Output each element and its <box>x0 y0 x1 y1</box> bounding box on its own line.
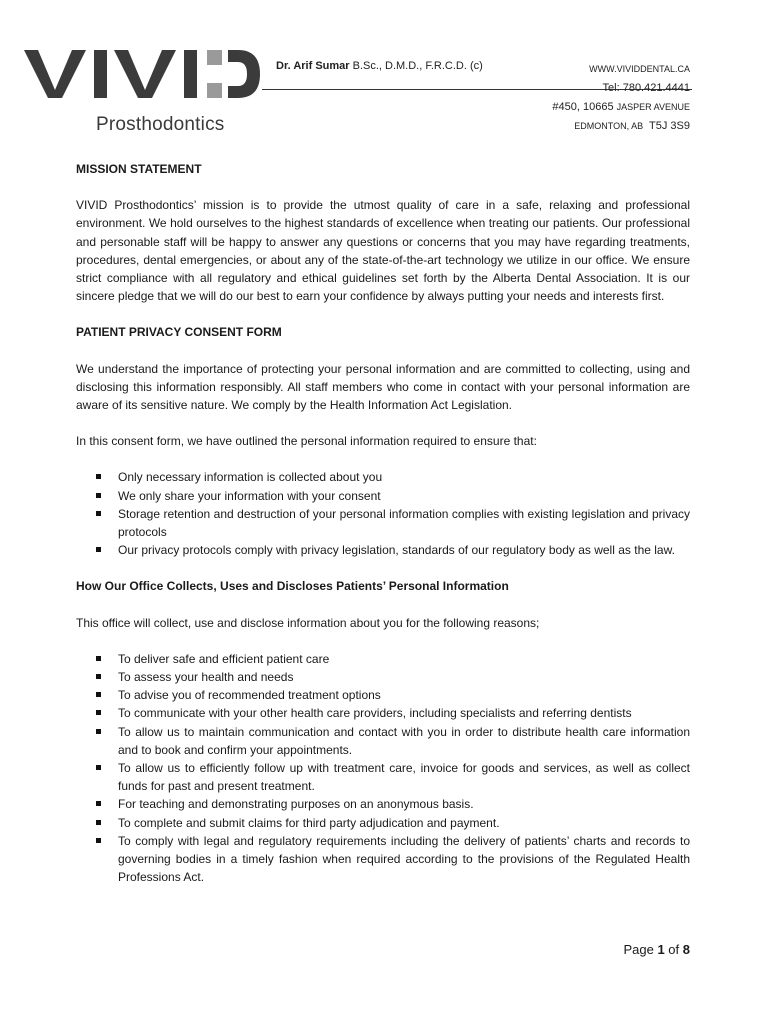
doctor-name: Dr. Arif Sumar <box>276 60 350 72</box>
privacy-list <box>76 468 690 559</box>
list-item: To comply with legal and regulatory requirements including the delivery of patients’ charts and records to governing bodies in a timely fashion when required according to the provisions of the Regulated Health Professions Act. <box>76 832 690 887</box>
vivid-logo-mark <box>24 44 264 100</box>
document-body <box>76 160 690 905</box>
bullet-icon <box>96 765 101 770</box>
address-street: JASPER AVENUE <box>616 102 690 112</box>
list-item: Storage retention and destruction of your personal information complies with existing legislation and privacy protocols <box>76 505 690 541</box>
list-item: For teaching and demonstrating purposes on an anonymous basis. <box>76 795 690 813</box>
bullet-icon <box>96 674 101 679</box>
address-city: EDMONTON, AB <box>574 121 644 131</box>
page-number: Page 1 of 8 <box>623 942 690 957</box>
list-item: Our privacy protocols comply with privacy legislation, standards of our regulatory body as well as the law. <box>76 541 690 559</box>
list-item: To assess your health and needs <box>76 668 690 686</box>
vivid-logo <box>24 44 264 140</box>
list-item: To communicate with your other health care providers, including specialists and referring dentists <box>76 704 690 722</box>
bullet-icon <box>96 656 101 661</box>
privacy-intro: We understand the importance of protecting your personal information and are committed to collecting, using and disclosing this information responsibly. All staff members who come in contact with your personal information are aware of its sensitive nature. We comply by the Health Information Act Legislation. <box>76 361 690 413</box>
phone-number: Tel: 780.421.4441 <box>602 82 690 94</box>
list-item: To deliver safe and efficient patient care <box>76 650 690 668</box>
bullet-icon <box>96 801 101 806</box>
list-item: Only necessary information is collected about you <box>76 468 690 486</box>
bullet-icon <box>96 493 101 498</box>
privacy-lead: In this consent form, we have outlined the personal information required to ensure that: <box>76 434 537 449</box>
logo-subtitle: Prosthodontics <box>96 114 225 135</box>
bullet-icon <box>96 474 101 479</box>
address-number: #450, 10665 <box>552 101 614 113</box>
doctor-line <box>276 60 483 72</box>
mission-text: VIVID Prosthodontics’ mission is to provide the utmost quality of care in a safe, relaxing and professional environment. We hold ourselves to the highest standards of excellence when treating our patients. Our professional and personable staff will be happy to answer any questions or concerns that you may have regarding treatments, procedures, dental emergencies, or about any of the state-of-the-art technology we utilize in our office. We ensure strict compliance with all regulatory and ethical guidelines set forth by the Alberta Dental Association. It is our sincere pledge that we will do our best to earn your confidence by always putting your needs and interests first. <box>76 198 690 304</box>
contact-block <box>552 60 690 136</box>
bullet-icon <box>96 547 101 552</box>
list-item: We only share your information with your consent <box>76 487 690 505</box>
address-line-2 <box>552 117 690 136</box>
website-link[interactable]: WWW.VIVIDDENTAL.CA <box>589 64 690 74</box>
doctor-credentials: B.Sc., D.M.D., F.R.C.D. (c) <box>352 60 483 72</box>
collection-title: How Our Office Collects, Uses and Discloses Patients’ Personal Information <box>76 579 509 594</box>
list-item: To allow us to maintain communication and contact with you in order to distribute health care information and to book and confirm your appointments. <box>76 723 690 759</box>
list-item: To complete and submit claims for third party adjudication and payment. <box>76 814 690 832</box>
address-line-1 <box>552 98 690 117</box>
bullet-icon <box>96 729 101 734</box>
bullet-icon <box>96 710 101 715</box>
bullet-icon <box>96 511 101 516</box>
bullet-icon <box>96 838 101 843</box>
mission-title: MISSION STATEMENT <box>76 162 202 176</box>
privacy-title: PATIENT PRIVACY CONSENT FORM <box>76 325 282 340</box>
collection-list <box>76 650 690 887</box>
collection-lead: This office will collect, use and disclose information about you for the following reasons; <box>76 615 540 630</box>
address-postal: T5J 3S9 <box>649 120 690 132</box>
list-item: To allow us to efficiently follow up with treatment care, invoice for goods and services, as well as collect funds for past and present treatment. <box>76 759 690 795</box>
list-item: To advise you of recommended treatment options <box>76 686 690 704</box>
bullet-icon <box>96 820 101 825</box>
bullet-icon <box>96 692 101 697</box>
